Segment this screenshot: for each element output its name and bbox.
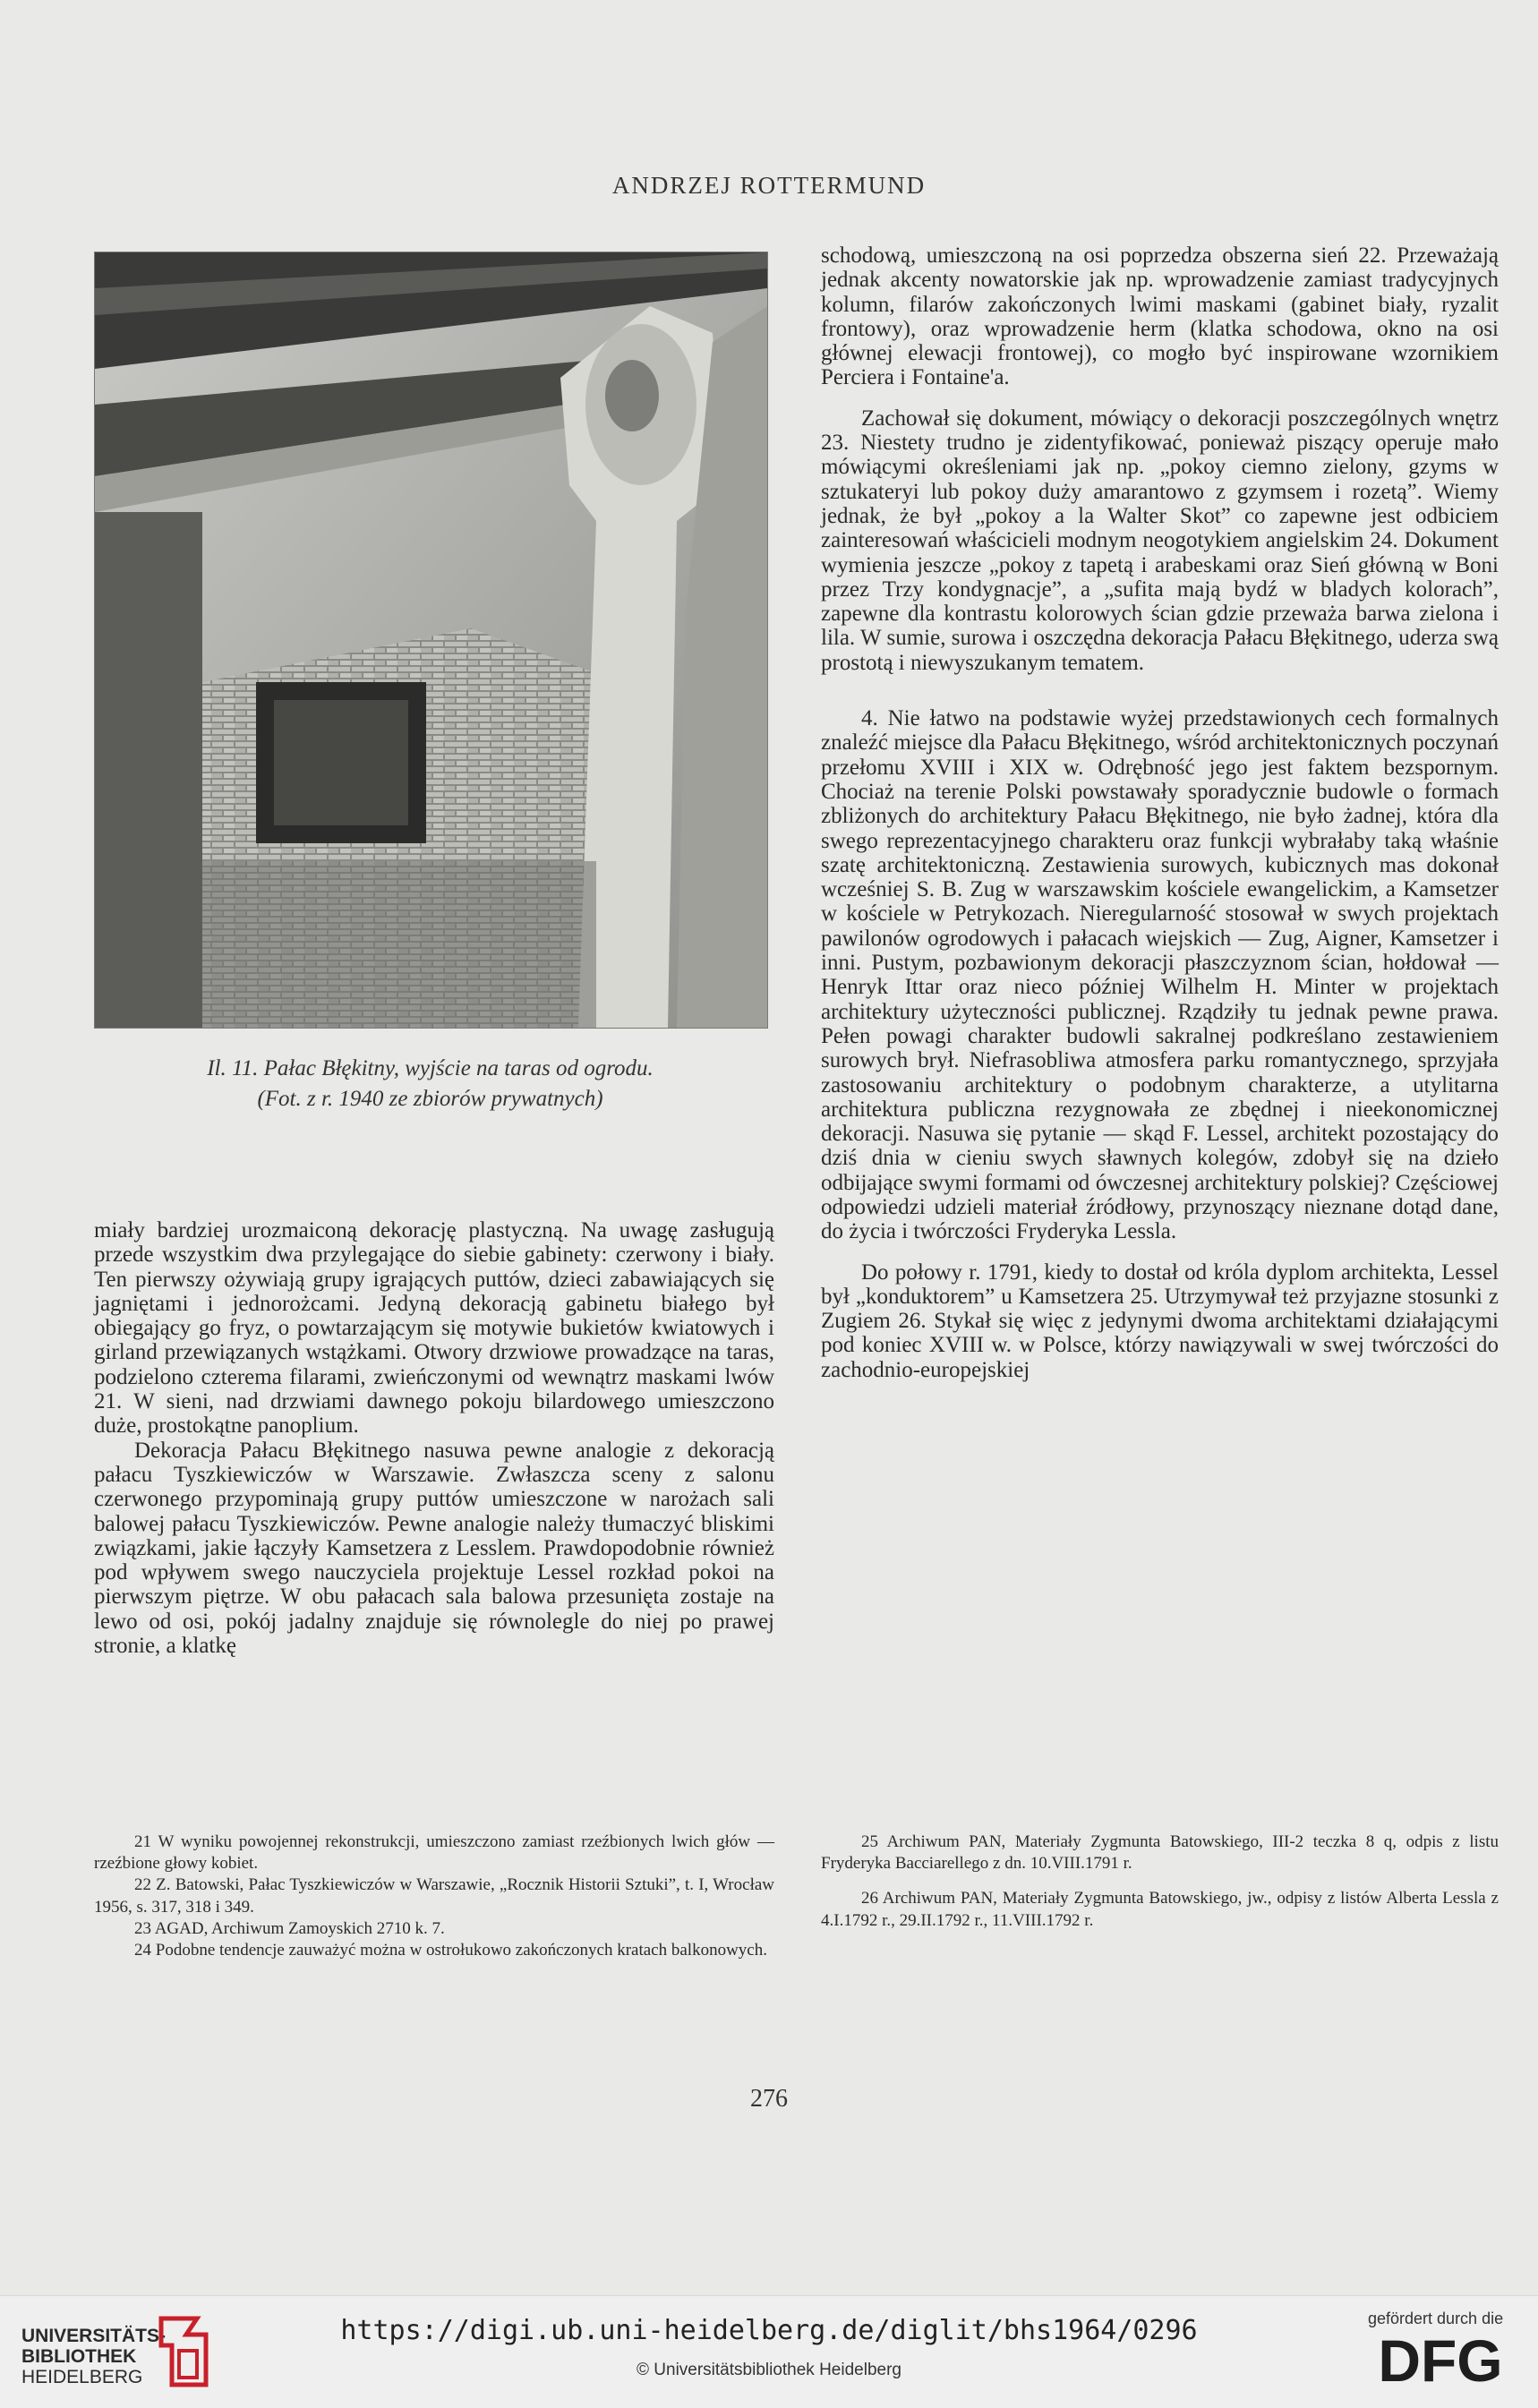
copyright-notice: © Universitätsbibliothek Heidelberg	[637, 2361, 901, 2379]
historic-photograph	[94, 252, 768, 1029]
footnote-21: 21 W wyniku powojennej rekonstrukcji, umieszczono zamiast rzeźbionych lwich głów — rzeźbione głowy kobiet.	[94, 1832, 774, 1874]
figure-caption-line-1: Il. 11. Pałac Błękitny, wyjście na taras od ogrodu.	[207, 1056, 654, 1080]
terrace-exit-photo	[95, 252, 767, 1028]
library-name-line-1: UNIVERSITÄTS-	[21, 2326, 167, 2346]
page-number: 276	[750, 2085, 788, 2113]
funding-label: gefördert durch die	[1368, 2310, 1504, 2327]
running-header: ANDRZEJ ROTTERMUND	[611, 172, 927, 199]
footnote-23: 23 AGAD, Archiwum Zamoyskich 2710 k. 7.	[134, 1918, 445, 1938]
footnotes-left	[94, 1832, 774, 1961]
paragraph: 4. Nie łatwo na podstawie wyżej przedstawionych cech formalnych znaleźć miejsce dla Pałacu Błękitnego, wśród architektonicznych poczynań przełomu XVIII i XIX w. Odrębność jego jest faktem bezspornym. Chociaż na terenie Polski powstawały sporadycznie budowle o formach zbliżonych do architektury Pałacu Błękitnego, nie było żadnej, która dla swego reprezentacyjnego charakteru oraz funkcji wybrałaby taką właśnie szatę architektoniczną. Zestawienia surowych, kubicznych mas dokonał wcześniej S. B. Zug w warszawskim kościele ewangelickim, a Kamsetzer w kościele w Petrykozach. Nieregularność stosował w swych projektach pawilonów ogrodowych i pałacach wiejskich — Zug, Aigner, Kamsetzer i inni. Pustym, pozbawionym dekoracji płaszczyznom ścian, hołdował — Henryk Ittar oraz nieco później Wilhelm H. Minter w projektach architektury użyteczności publicznej. Rządziły tu jednak pewne prawa. Pełen powagi charakter budowli sakralnej podkreślano zestawieniem surowych brył. Niefrasobliwa atmosfera parku romantycznego, sprzyjała zastosowaniu architektury o podobnym charakterze, a utylitarna architektura publiczna rezygnowała ze zbędnej i nieekonomicznej dekoracji. Nasuwa się pytanie — skąd F. Lessel, architekt pozostający do dziś dnia w cieniu swych sławnych kolegów, zdobył się na dzieło odbijające swymi formami od ówczesnej architektury polskiej? Częściowej odpowiedzi udzieli materiał źródłowy, przynoszący nieznane dotąd dane, do życia i twórczości Fryderyka Lessla.	[821, 706, 1499, 1244]
footnote-26: 26 Archiwum PAN, Materiały Zygmunta Batowskiego, jw., odpisy z listów Alberta Lessla z 4.I.1792 r., 29.II.1792 r., 11.VIII.1792 r.	[821, 1889, 1499, 1930]
dfg-logo-text: DFG	[1378, 2331, 1503, 2388]
figure-caption-line-2: (Fot. z r. 1940 ze zbiorów prywatnych)	[257, 1087, 603, 1111]
paragraph: Dekoracja Pałacu Błękitnego nasuwa pewne analogie z dekoracją pałacu Tyszkiewiczów w Warszawie. Zwłaszcza sceny z salonu czerwonego przypominają grupy puttów umieszczone w narożach sali balowej pałacu Tyszkiewiczów. Pewne analogie należy tłumaczyć bliskimi związkami, jakie łączyły Kamsetzera z Lesslem. Prawdopodobnie również pod wpływem swego nauczyciela projektuje Lessel rozkład pokoi na pierwszym piętrze. W obu pałacach sala balowa przesunięta zostaje na lewo od osi, pokój jadalny znajduje się równolegle do niej po prawej stronie, a klatkę	[94, 1438, 774, 1659]
footnote-22: 22 Z. Batowski, Pałac Tyszkiewiczów w Warszawie, „Rocznik Historii Sztuki”, t. I, Wrocław 1956, s. 317, 318 i 349.	[94, 1875, 774, 1917]
library-name-line-2: BIBLIOTHEK	[21, 2346, 137, 2367]
right-text-column	[821, 243, 1499, 1382]
dfg-logo[interactable]	[1368, 2331, 1513, 2388]
left-text-column	[94, 1218, 774, 1658]
paragraph: Zachował się dokument, mówiący o dekoracji poszczególnych wnętrz 23. Niestety trudno je zidentyfikować, ponieważ piszący operuje mało mówiącymi określeniami jak np. „pokoy ciemno zielony, gzyms w sztukateryi lub pokoy duży amarantowo z gzymsem i rozetą”. Wiemy jednak, że był „pokoy a la Walter Skot” co zapewne jest odbiciem zainteresowań właścicieli modnym neogotykiem angielskim 24. Dokument wymienia jeszcze „pokoy z tapetą i arabeskami oraz Sień główną w Boni przez Trzy kondygnacje”, a „sufita mają bydź w bladych kolorach”, zapewne dla kontrastu kolorowych ścian gdzie przeważa barwa zielona i lila. W sumie, surowa i oszczędna dekoracja Pałacu Błękitnego, uderza swą prostotą i niewyszukanym tematem.	[821, 406, 1499, 675]
viewer-footer-bar	[0, 2295, 1538, 2408]
figure-caption	[94, 1054, 766, 1114]
footnotes-right	[821, 1832, 1499, 1932]
footnote-25: 25 Archiwum PAN, Materiały Zygmunta Batowskiego, III-2 teczka 8 q, odpis z listu Fryderyka Bacciarellego z dn. 10.VIII.1791 r.	[821, 1832, 1499, 1874]
paragraph: Do połowy r. 1791, kiedy to dostał od króla dyplom architekta, Lessel był „konduktorem” u Kamsetzera 25. Utrzymywał też przyjazne stosunki z Zugiem 26. Stykał się więc z jedynymi dwoma architektami działającymi pod koniec XVIII w. w Polsce, którzy nawiązywali w swej twórczości do zachodnio-europejskiej	[821, 1260, 1499, 1382]
paragraph: miały bardziej urozmaiconą dekorację plastyczną. Na uwagę zasługują przede wszystkim dwa przylegające do siebie gabinety: czerwony i biały. Ten pierwszy ożywiają grupy igrających puttów, dzieci zabawiających się jagniętami i jednorożcami. Jedyną dekoracją gabinetu białego był obiegający go fryz, o powtarzającym się motywie bukietów kwiatowych i girland przewiązanych wstążkami. Otwory drzwiowe prowadzące na taras, podzielono czterema filarami, zwieńczonymi od wewnątrz maskami lwów 21. W sieni, nad drzwiami dawnego pokoju bilardowego umieszczono duże, prostokątne panoplium.	[94, 1218, 774, 1439]
library-name-line-3: HEIDELBERG	[21, 2367, 143, 2387]
paragraph: schodową, umieszczoną na osi poprzedza obszerna sień 22. Przeważają jednak akcenty nowatorskie jak np. wprowadzenie zamiast tradycyjnych kolumn, filarów zakończonych lwimi maskami (gabinet biały, ryzalit frontowy), oraz wprowadzenie herm (klatka schodowa, okno na osi głównej elewacji frontowej), co mogło być inspirowane wzornikiem Perciera i Fontaine'a.	[821, 243, 1499, 390]
permalink-url[interactable]: https://digi.ub.uni-heidelberg.de/diglit/bhs1964/0296	[340, 2315, 1198, 2346]
footnote-24: 24 Podobne tendencje zauważyć można w ostrołukowo zakończonych kratach balkonowych.	[134, 1941, 767, 1960]
